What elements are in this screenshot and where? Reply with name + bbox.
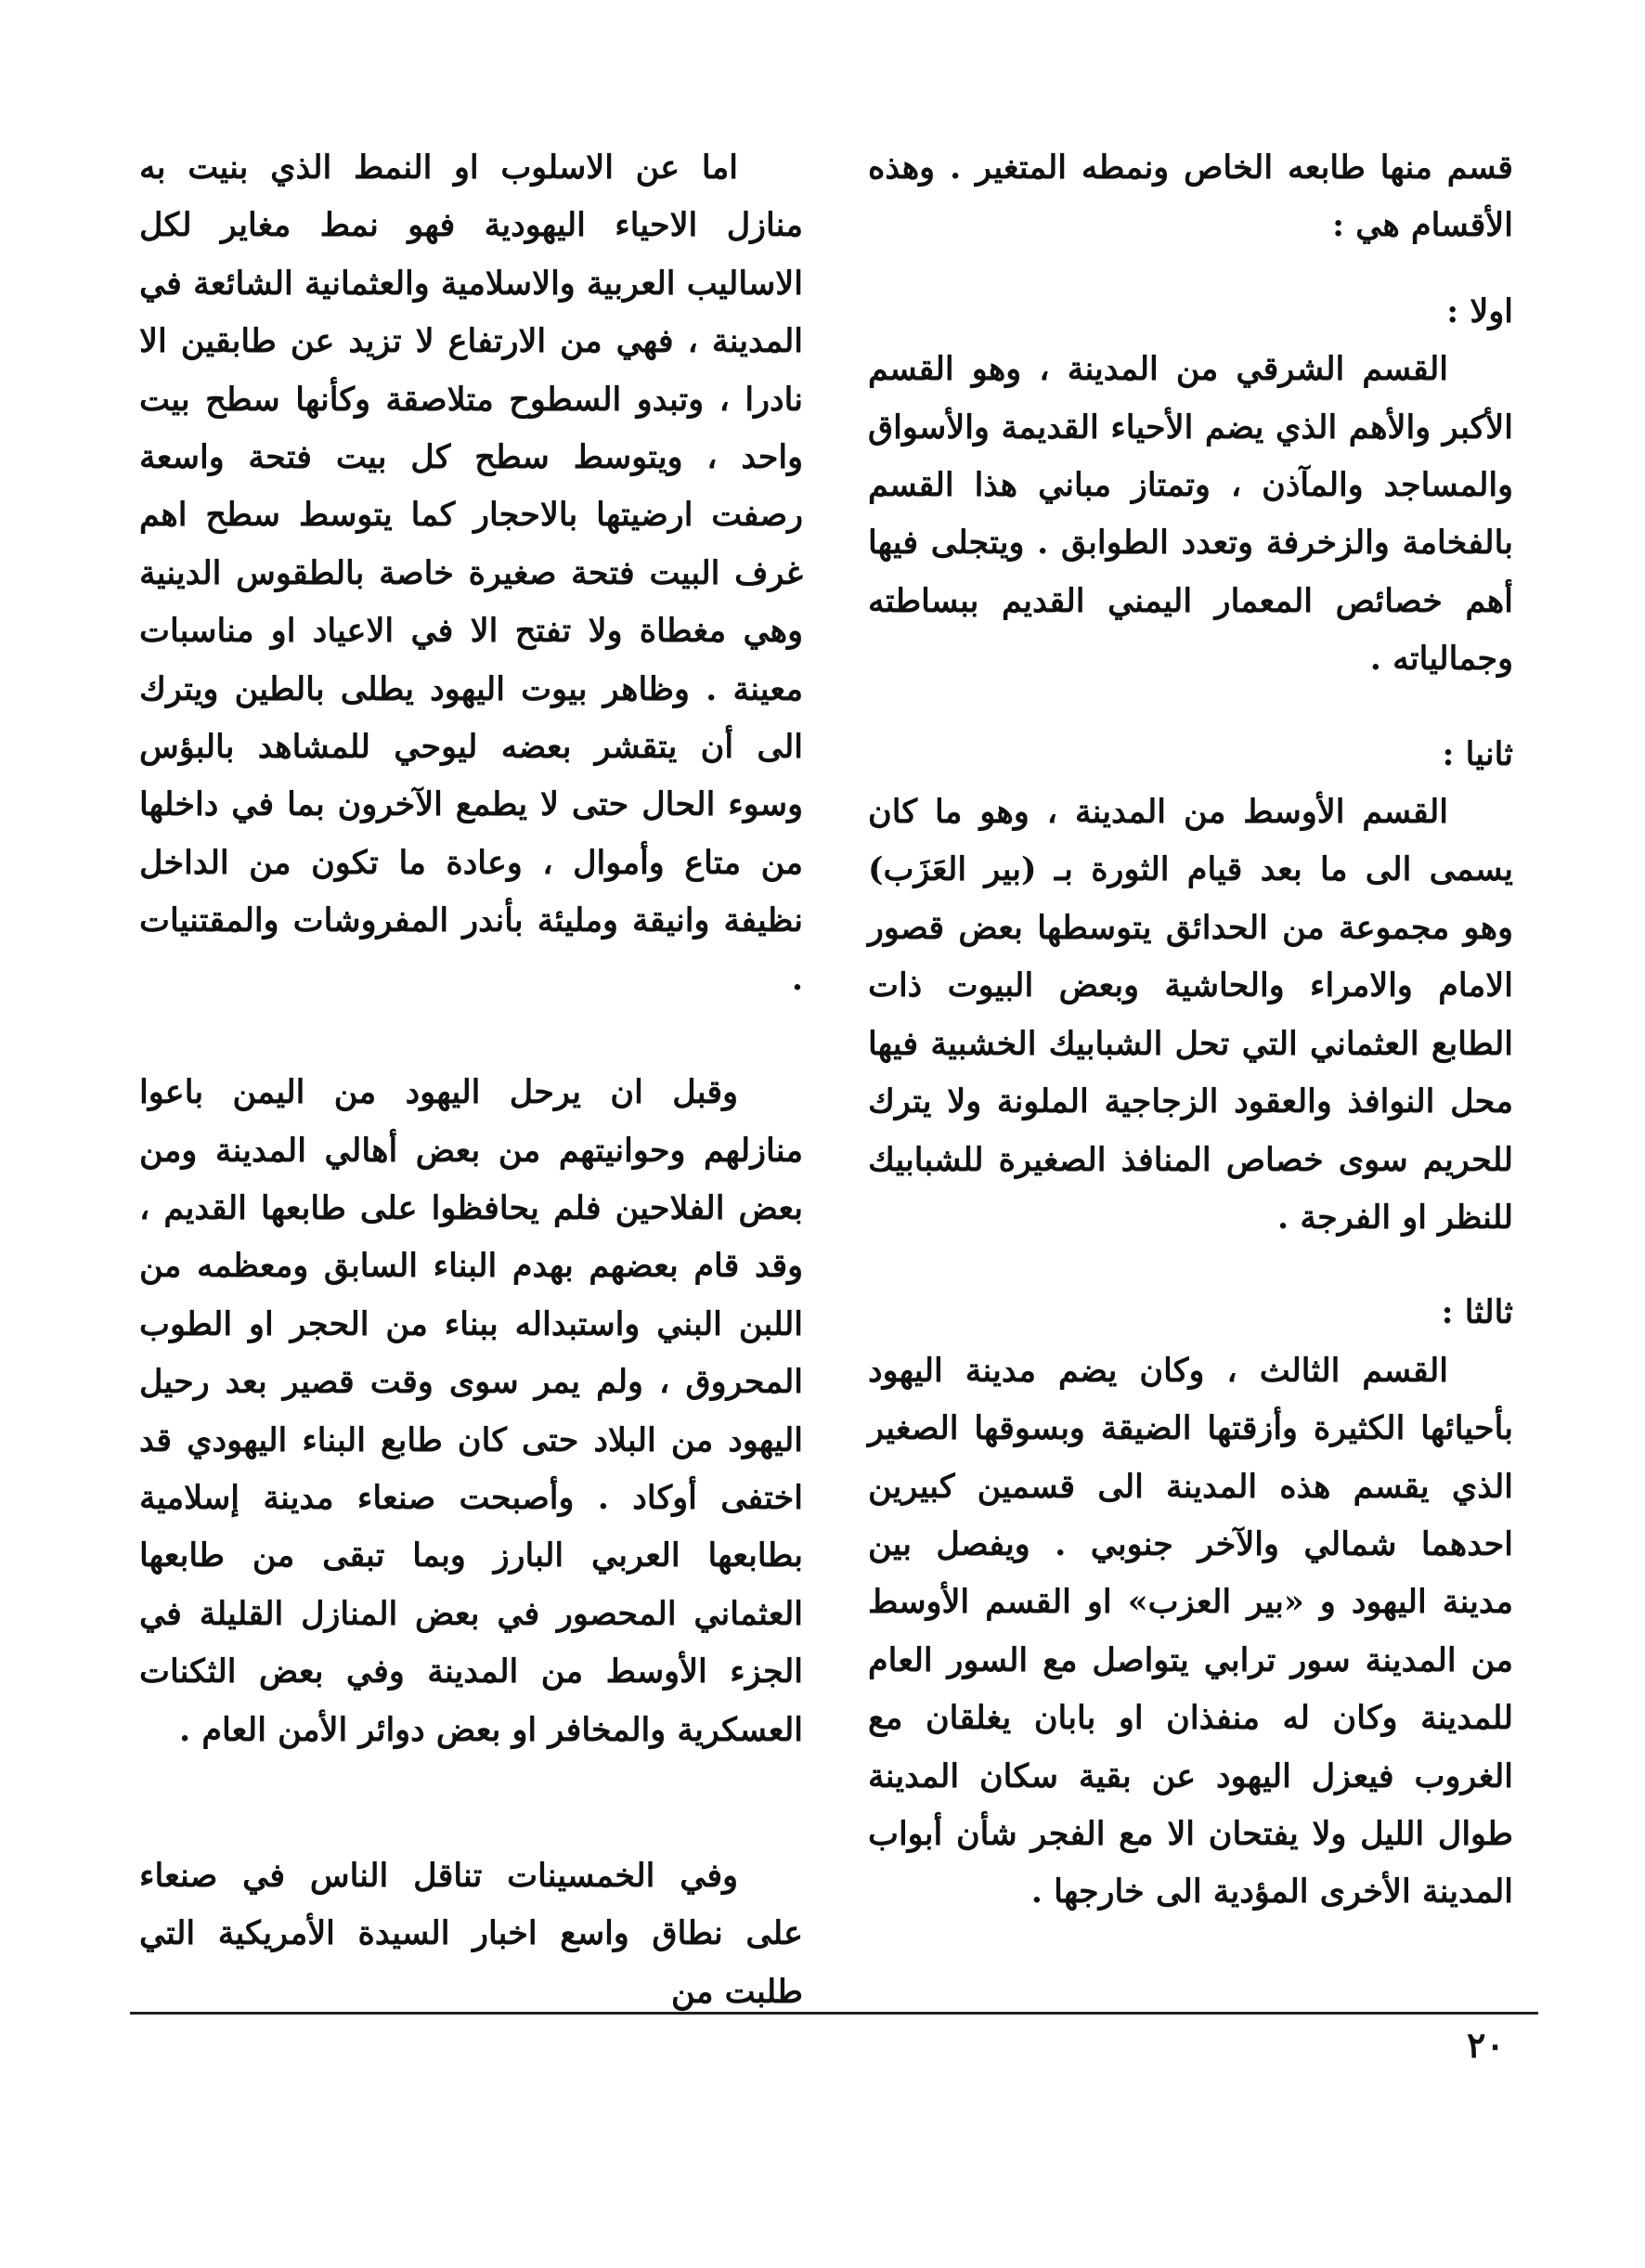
section-heading-third: ثالثا : [1441,1293,1513,1332]
right-column [868,139,1513,1922]
left-column [139,139,803,2021]
paragraph-departure: وقبل ان يرحل اليهود من اليمن باعوا منازلهم وحوانيتهم من بعض أهالي المدينة ومن بعض الفلاحين فلم يحافظوا على طابعها القديم ، وقد قام بعضهم بهدم البناء السابق ومعظمه من اللبن البني واستبداله ببناء من الحجر او الطوب المحروق ، ولم يمر سوى وقت قصير بعد رحيل اليهود من البلاد حتى كان طابع البناء اليهودي قد اختفى أوكاد . وأصبحت صنعاء مدينة إسلامية بطابعها العربي البارز وبما تبقى من طابعها العثماني المحصور في بعض المنازل القليلة في الجزء الأوسط من المدينة وفي بعض الثكنات العسكرية والمخافر او بعض دوائر الأمن العام . [139,1073,803,1749]
section-heading-first: اولا : [1446,292,1513,330]
page-number: ٢٠ [1467,2024,1505,2066]
section-text-third: القسم الثالث ، وكان يضم مدينة اليهود بأحيائها الكثيرة وأزقتها الضيقة وبسوقها الصغير الذي يقسم هذه المدينة الى قسمين كبيرين احدهما شمالي والآخر جنوبي . ويفصل بين مدينة اليهود و «بير العزب» او القسم الأوسط من المدينة سور ترابي يتواصل مع السور العام للمدينة وكان له منفذان او بابان يغلقان مع الغروب فيعزل اليهود عن بقية سكان المدينة طوال الليل ولا يفتحان الا مع الفجر شأن أبواب المدينة الأخرى المؤدية الى خارجها . [868,1351,1513,1912]
section-text-first: القسم الشرقي من المدينة ، وهو القسم الأكبر والأهم الذي يضم الأحياء القديمة والأسواق والمساجد والمآذن ، وتمتاز مباني هذا القسم بالفخامة والزخرفة وتعدد الطوابق . ويتجلى فيها أهم خصائص المعمار اليمني القديم ببساطته وجمالياته . [868,350,1513,679]
section-heading-second: ثانيا : [1442,734,1513,773]
footer-rule [130,2012,1538,2015]
paragraph-building-style: اما عن الاسلوب او النمط الذي بنيت به منازل الاحياء اليهودية فهو نمط مغاير لكل الاساليب العربية والاسلامية والعثمانية الشائعة في المدينة ، فهي من الارتفاع لا تزيد عن طابقين الا نادرا ، وتبدو السطوح متلاصقة وكأنها سطح بيت واحد ، ويتوسط سطح كل بيت فتحة واسعة رصفت ارضيتها بالاحجار كما يتوسط سطح اهم غرف البيت فتحة صغيرة خاصة بالطقوس الدينية وهي مغطاة ولا تفتح الا في الاعياد او مناسبات معينة . وظاهر بيوت اليهود يطلى بالطين ويترك الى أن يتقشر بعضه ليوحي للمشاهد بالبؤس وسوء الحال حتى لا يطمع الآخرون بما في داخلها من متاع وأموال ، وعادة ما تكون من الداخل نظيفة وانيقة ومليئة بأندر المفروشات والمقتنيات . [139,149,803,998]
intro-paragraph: قسم منها طابعه الخاص ونمطه المتغير . وهذه الأقسام هي : [868,149,1513,245]
section-text-second: القسم الأوسط من المدينة ، وهو ما كان يسمى الى ما بعد قيام الثورة بـ (بير العَزَب) وهو مجموعة من الحدائق يتوسطها بعض قصور الامام والامراء والحاشية وبعض البيوت ذات الطابع العثماني التي تحل الشبابيك الخشبية فيها محل النوافذ والعقود الزجاجية الملونة ولا يترك للحريم سوى خصاص المنافذ الصغيرة للشبابيك للنظر او الفرجة . [868,793,1513,1237]
paragraph-fifties: وفي الخمسينات تناقل الناس في صنعاء على نطاق واسع اخبار السيدة الأمريكية التي طلبت من [139,1856,803,2011]
